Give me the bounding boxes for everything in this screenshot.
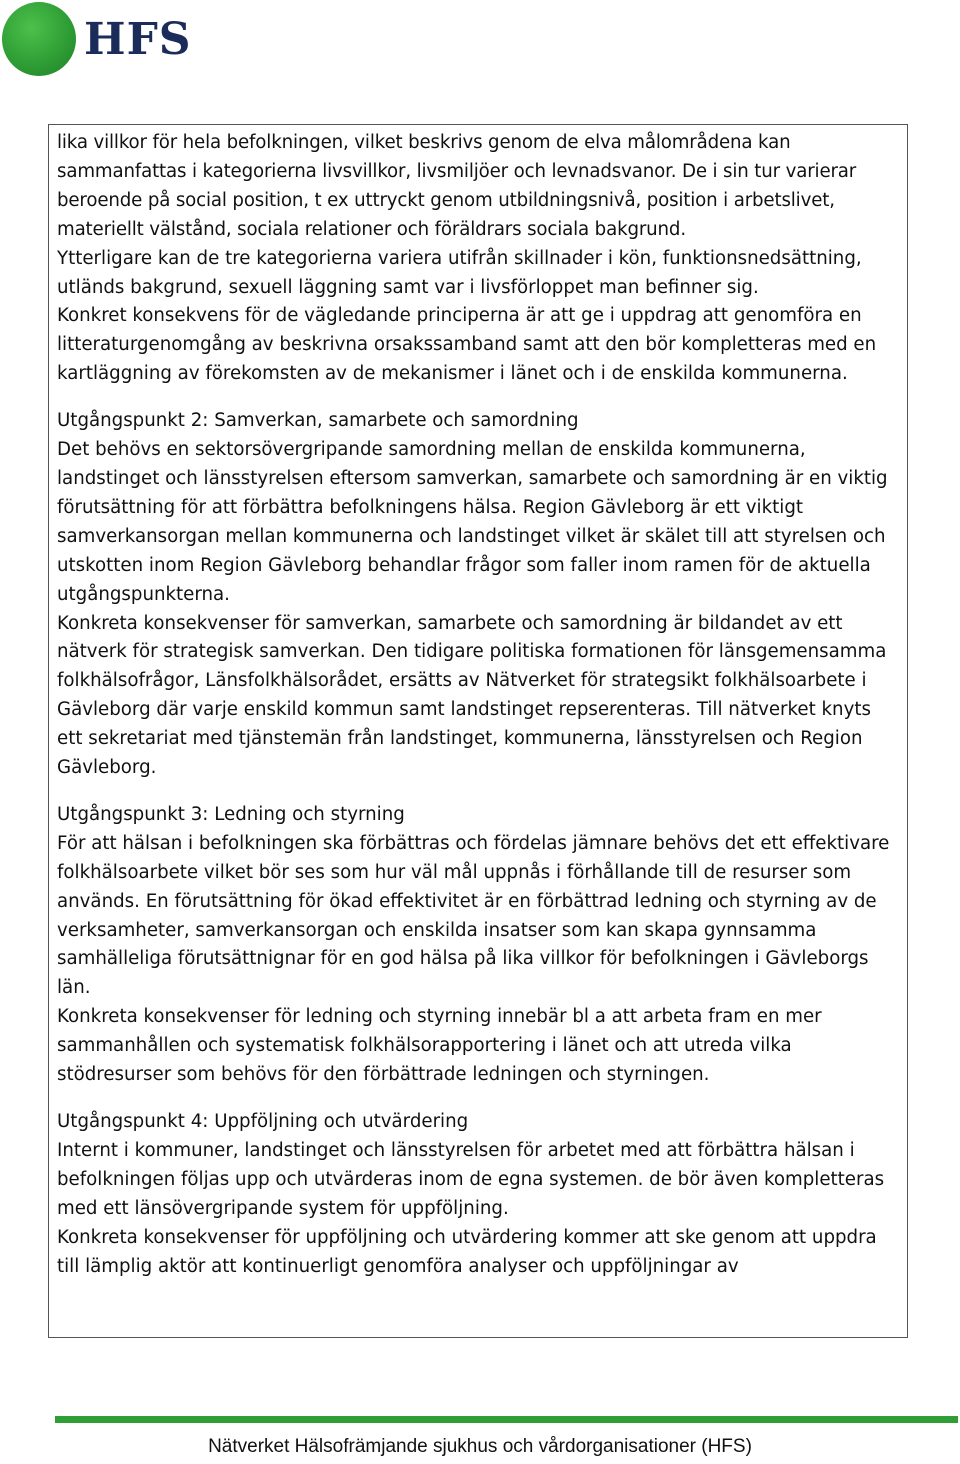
- paragraph-ledning-konsekvenser: Konkreta konsekvenser för ledning och styrning innebär bl a att arbeta fram en mer sammanhållen och systematisk folkhälsorapportering i länet och att utreda vilka stödresurser som behövs för den förbättrade ledningen och styrningen.: [57, 1006, 822, 1086]
- logo-circle-icon: [2, 2, 76, 76]
- paragraph-intro: lika villkor för hela befolkningen, vilket beskrivs genom de elva målområdena kan sammanfattas i kategorierna livsvillkor, livsmiljöer och levnadsvanor. De i sin tur varierar beroende på social position, t ex uttryckt genom utbildningsnivå, position i arbetslivet, materiellt välstånd, sociala relationer och föräldrars sociala bakgrund.: [57, 132, 857, 240]
- paragraph-ledning: För att hälsan i befolkningen ska förbättras och fördelas jämnare behövs det ett effektivare folkhälsoarbete vilket bör ses som hur väl mål uppnås i förhållande till de resurser som används. En förutsättning för ökad effektivitet är en förbättrad ledning och styrning av de verksamheter, samverkansorgan och enskilda insatser som kan skapa gynnsamma samhälleliga förutsättnignar för en god hälsa på lika villkor för befolkningen i Gävleborgs län.: [57, 832, 890, 999]
- heading-utgangspunkt-3: Utgångspunkt 3: Ledning och styrning: [57, 803, 405, 825]
- logo-text: HFS: [84, 13, 192, 65]
- footer-text: Nätverket Hälsofrämjande sjukhus och vårdorganisationer (HFS): [208, 1436, 752, 1457]
- paragraph-ytterligare: Ytterligare kan de tre kategorierna variera utifrån skillnader i kön, funktionsnedsättning, utländs bakgrund, sexuell läggning samt var i livsförloppet man befinner sig.: [57, 247, 862, 298]
- paragraph-uppfoljning-konsekvenser: Konkreta konsekvenser för uppföljning och utvärdering kommer att ske genom att uppdra till lämplig aktör att kontinuerligt genomföra analyser och uppföljningar av: [57, 1226, 877, 1277]
- heading-utgangspunkt-2: Utgångspunkt 2: Samverkan, samarbete och samordning: [57, 410, 579, 432]
- paragraph-konkret: Konkret konsekvens för de vägledande principerna är att ge i uppdrag att genomföra en litteraturgenomgång av beskrivna orsakssamband samt att den bör kompletteras med en kartläggning av förekomsten av de mekanismer i länet och i de enskilda kommunerna.: [57, 305, 877, 385]
- paragraph-samverkan-konsekvenser: Konkreta konsekvenser för samverkan, samarbete och samordning är bildandet av ett nätverk för strategisk samverkan. Den tidigare politiska formationen för länsgemensamma folkhälsofrågor, Länsfolkhälsorådet, ersätts av Nätverket för strategsikt folkhälsoarbete i Gävleborg där varje enskild kommun samt landstinget repserenteras. Till nätverket knyts ett sekretariat med tjänstemän från landstinget, kommunerna, länsstyrelsen och Region Gävleborg.: [57, 612, 887, 779]
- document-body: [57, 129, 902, 1281]
- paragraph-uppfoljning: Internt i kommuner, landstinget och länsstyrelsen för arbetet med att förbättra hälsan i befolkningen följas upp och utvärderas inom de egna systemen. de bör även kompletteras med ett länsövergripande system för uppföljning.: [57, 1139, 885, 1219]
- footer-divider: [55, 1416, 958, 1423]
- heading-utgangspunkt-4: Utgångspunkt 4: Uppföljning och utvärdering: [57, 1111, 469, 1132]
- paragraph-samverkan: Det behövs en sektorsövergripande samordning mellan de enskilda kommunerna, landstinget och länsstyrelsen eftersom samverkan, samarbete och samordning är en viktig förutsättning för att förbättra befolkningens hälsa. Region Gävleborg är ett viktigt samverkansorgan mellan kommunerna och landstinget vilket är skälet till att styrelsen och utskotten inom Region Gävleborg behandlar frågor som faller inom ramen för de aktuella utgångspunkterna.: [57, 439, 888, 605]
- hfs-logo: [2, 2, 192, 76]
- text-frame: [48, 124, 908, 1338]
